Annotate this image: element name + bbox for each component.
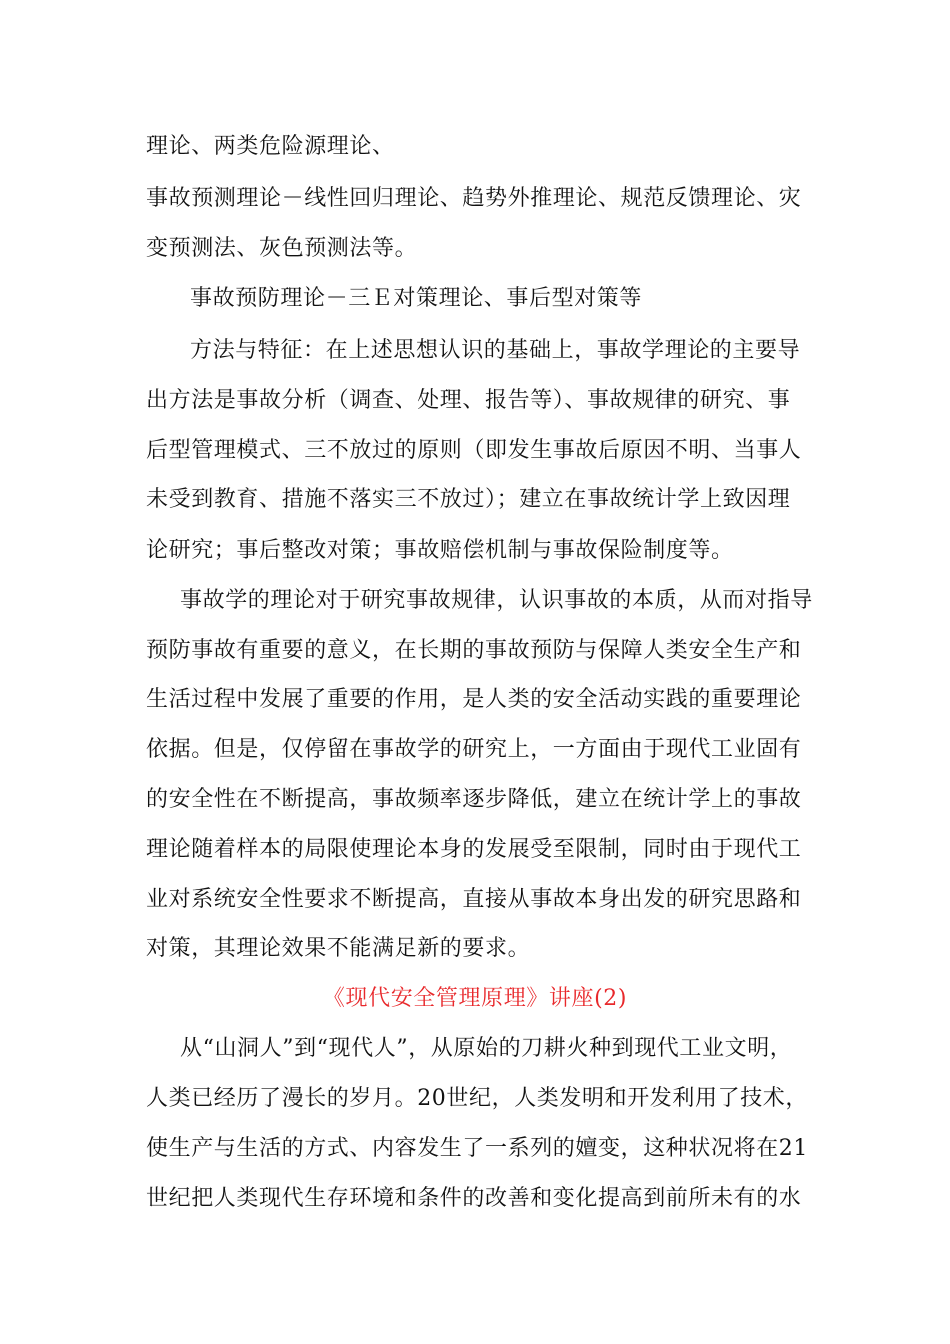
section-title: 《现代安全管理原理》讲座(2): [322, 986, 628, 1011]
text-line: 的安全性在不断提高，事故频率逐步降低，建立在统计学上的事故: [146, 787, 802, 812]
text-line: 变预测法、灰色预测法等。: [146, 236, 418, 261]
text-line: 事故预防理论－三Ｅ对策理论、事后型对策等: [190, 286, 643, 311]
text-line: 世纪把人类现代生存环境和条件的改善和变化提高到前所未有的水: [146, 1186, 802, 1211]
text-line: 后型管理模式、三不放过的原则（即发生事故后原因不明、当事人: [146, 438, 802, 463]
text-line: 未受到教育、措施不落实三不放过）；建立在事故统计学上致因理: [146, 487, 791, 512]
text-line: 事故预测理论－线性回归理论、趋势外推理论、规范反馈理论、灾: [146, 186, 802, 211]
text-line: 方法与特征：在上述思想认识的基础上，事故学理论的主要导: [190, 338, 801, 363]
text-line: 生活过程中发展了重要的作用，是人类的安全活动实践的重要理论: [146, 687, 802, 712]
text-line: 对策，其理论效果不能满足新的要求。: [146, 936, 531, 961]
text-line: 理论随着样本的局限使理论本身的发展受至限制，同时由于现代工: [146, 837, 802, 862]
text-line: 业对系统安全性要求不断提高，直接从事故本身出发的研究思路和: [146, 887, 802, 912]
text-line: 人类已经历了漫长的岁月。20世纪，人类发明和开发利用了技术，: [146, 1086, 808, 1111]
text-line: 预防事故有重要的意义，在长期的事故预防与保障人类安全生产和: [146, 638, 802, 663]
text-line: 事故学的理论对于研究事故规律，认识事故的本质，从而对指导: [180, 588, 813, 613]
text-line: 理论、两类危险源理论、: [146, 134, 395, 159]
text-line: 论研究；事后整改对策；事故赔偿机制与事故保险制度等。: [146, 538, 734, 563]
text-line: 依据。但是，仅停留在事故学的研究上，一方面由于现代工业固有: [146, 737, 802, 762]
text-line: 从“山洞人”到“现代人”，从原始的刀耕火种到现代工业文明，: [180, 1036, 793, 1061]
text-line: 出方法是事故分析（调查、处理、报告等）、事故规律的研究、事: [146, 388, 791, 413]
text-line: 使生产与生活的方式、内容发生了一系列的嬗变，这种状况将在21: [146, 1136, 808, 1161]
